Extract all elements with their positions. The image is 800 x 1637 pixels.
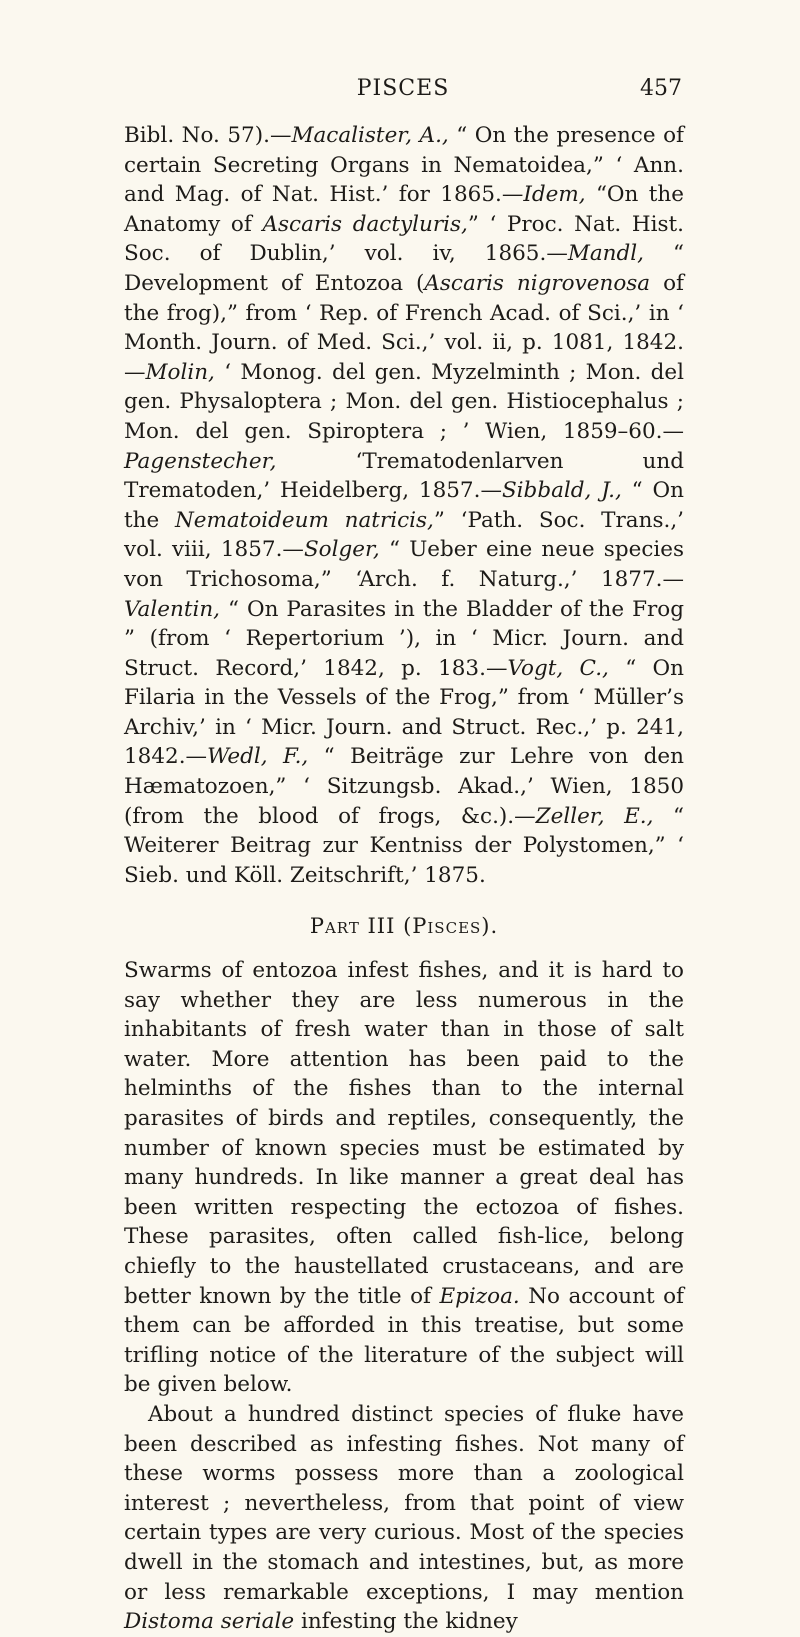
text-run: “ On the presence of certain Secreting Organs in Nematoidea,” ‘ Ann. and Mag. of Nat. Hist.’ for 1865.— <box>124 123 684 208</box>
bibliography-paragraph <box>124 121 684 890</box>
italic-run: Valentin, <box>124 596 221 622</box>
text-run: ‘Trematodenlarven und Trematoden,’ Heidelberg, 1857.— <box>124 448 684 504</box>
italic-run: Distoma seriale <box>124 1609 295 1635</box>
running-title: PISCES <box>356 76 450 101</box>
text-run: ” ‘ Proc. Nat. Hist. Soc. of Dublin,’ vol. iv, 1865.— <box>124 211 684 267</box>
text-run: “ On the <box>124 478 684 533</box>
italic-run: Molin, <box>145 359 215 385</box>
text-run: infesting the kidney <box>294 1609 518 1635</box>
text-run: “ Development of Entozoa ( <box>124 241 684 296</box>
text-run: ‘ Monog. del gen. Myzelminth ; Mon. del gen. Physaloptera ; Mon. del gen. Histiocephalus ; Mon. del gen. Spiroptera ; ’ Wien, 1859–60.— <box>124 359 684 444</box>
text-run: “ On Filaria in the Vessels of the Frog,” from ‘ Müller’s Archiv,’ in ‘ Micr. Journ. and Struct. Rec.,’ p. 241, 1842.— <box>124 655 684 770</box>
text-run: About a hundred distinct species of fluke have been described as infesting fishes. Not many of these worms possess more than a zoological interest ; nevertheless, from that point of view certain types are very curious. Most of the species dwell in the stomach and intestines, but, as more or less remarkable exceptions, I may mention <box>124 1401 684 1605</box>
italic-run: Nematoideum natricis, <box>174 507 434 533</box>
text-run: “ Weiterer Beitrag zur Kentniss der Polystomen,” ‘ Sieb. und Köll. Zeitschrift,’ 1875. <box>124 803 685 888</box>
body-paragraph <box>124 1400 684 1637</box>
section-heading: Part III (Pisces). <box>309 914 499 939</box>
italic-run: Mandl, <box>567 241 644 267</box>
italic-run: Solger, <box>303 537 380 563</box>
text-run: No account of them can be afforded in this treatise, but some trifling notice of the literature of the subject will be given below. <box>124 1283 684 1398</box>
italic-run: Idem, <box>523 182 586 208</box>
italic-run: Vogt, C., <box>507 655 609 681</box>
text-run: “ Beiträge zur Lehre von den Hæmatozoen,” ‘ Sitzungsb. Akad.,’ Wien, 1850 (from the blood of frogs, &c.).— <box>124 744 684 829</box>
running-head <box>124 76 682 106</box>
text-run: “On the Anatomy of <box>124 182 684 237</box>
italic-run: Epizoa. <box>439 1283 520 1309</box>
italic-run: Ascaris nigrovenosa <box>424 270 651 296</box>
italic-run: Ascaris dactyluris, <box>262 211 468 237</box>
page-number: 457 <box>640 76 682 101</box>
text-run: Swarms of entozoa infest fishes, and it is hard to say whether they are less numerous in the inhabitants of fresh water than in those of salt water. More attention has been paid to the helminths of the fishes than to the internal parasites of birds and reptiles, consequently, the number of known species must be estimated by many hundreds. In like manner a great deal has been written respecting the ectozoa of fishes. These parasites, often called fish-lice, belong chiefly to the haustellated crustaceans, and are better known by the title of <box>124 958 684 1309</box>
italic-run: Sibbald, J., <box>501 478 622 504</box>
text-run: ” ‘Path. Soc. Trans.,’ vol. viii, 1857.— <box>124 507 684 563</box>
body-text <box>124 121 684 1637</box>
italic-run: Macalister, A., <box>291 123 449 148</box>
text-run: “ On Parasites in the Bladder of the Frog ” (from ‘ Repertorium ’), in ‘ Micr. Journ. and Struct. Record,’ 1842, p. 183.— <box>124 596 684 681</box>
body-paragraph <box>124 956 684 1400</box>
italic-run: Pagenstecher, <box>124 448 277 474</box>
italic-run: Zeller, E., <box>535 803 654 829</box>
text-run: of the frog),” from ‘ Rep. of French Acad. of Sci.,’ in ‘ Month. Journ. of Med. Sci.,’ vol. ii, p. 1081, 1842.— <box>124 270 684 385</box>
text-run: “ Ueber eine neue species von Trichosoma,” ‘Arch. f. Naturg.,’ 1877.— <box>124 537 684 592</box>
text-run: Bibl. No. 57).— <box>124 123 292 148</box>
italic-run: Wedl, F., <box>207 744 309 770</box>
